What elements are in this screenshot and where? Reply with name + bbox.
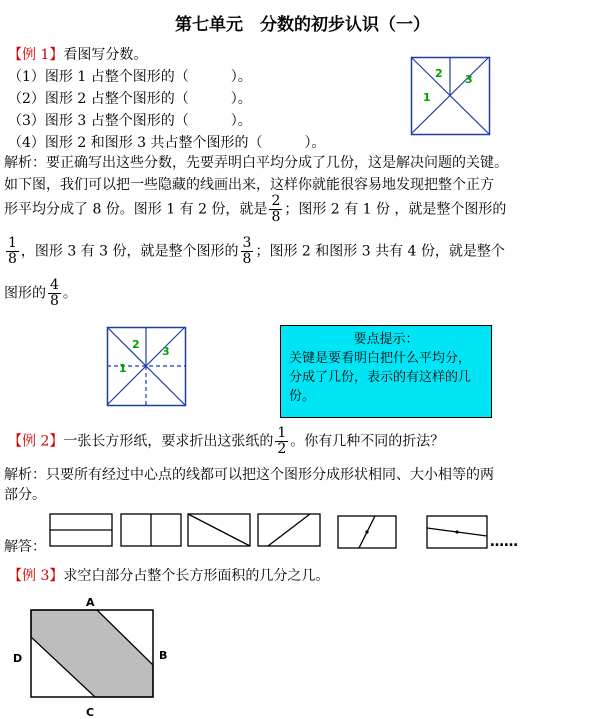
fold-option-slanted-center [338, 516, 396, 548]
fraction-numerator: 1 [8, 235, 17, 251]
fraction-1-8 [6, 236, 19, 267]
ex1-item-1: （1）图形 1 占整个图形的（ ）。 [8, 69, 252, 85]
fraction-numerator: 4 [50, 277, 59, 293]
fold-option-slight-slant [427, 516, 487, 548]
ex1-analysis-line-2: 如下图，我们可以把一些隐藏的线画出来，这样你就能很容易地发现把整个正方 [4, 177, 494, 193]
fraction-3-8 [241, 236, 254, 267]
fraction-denominator: 8 [271, 209, 281, 225]
example-2-tag: 【例 2】 [8, 433, 64, 450]
fold-option-diagonal-down [188, 514, 250, 546]
ex1-item-2: （2）图形 2 占整个图形的（ ）。 [8, 91, 252, 107]
analysis-line-4-part-b: ；图形 2 和图形 3 共有 4 份，就是整个 [255, 243, 505, 260]
figure-label-2: 2 [435, 67, 443, 80]
ex1-analysis-line-3 [4, 194, 506, 225]
tip-line-3: 份。 [289, 389, 316, 404]
example-3-question: 求空白部分占整个长方形面积的几分之几。 [63, 568, 330, 584]
figure-label-3: 3 [162, 345, 170, 358]
ex1-divided-square-figure [107, 327, 187, 407]
tip-title: 要点提示： [353, 332, 419, 347]
fraction-4-8 [48, 278, 61, 309]
ex2-analysis-line-1: 解析：只要所有经过中心点的线都可以把这个图形分成形状相同、大小相等的两 [4, 467, 494, 483]
point-label-b: B [159, 649, 168, 662]
tip-line-1: 关键是要看明白把什么平均分， [289, 351, 472, 366]
ex1-item-3: （3）图形 3 占整个图形的（ ）。 [8, 113, 252, 129]
figure-label-2: 2 [132, 338, 140, 351]
fraction-denominator: 8 [50, 293, 59, 309]
point-label-d: D [13, 652, 23, 665]
analysis-line-3-part-a: 形平均分成了 8 份。图形 1 有 2 份，就是 [4, 201, 268, 218]
fraction-denominator: 8 [242, 251, 252, 267]
point-label-c: C [86, 706, 95, 719]
analysis-line-4-part-a: ，图形 3 有 3 份，就是整个图形的 [20, 243, 239, 260]
shaded-region [31, 610, 153, 697]
ex1-square-figure [411, 57, 491, 137]
point-label-a: A [86, 596, 95, 609]
ex1-item-4: （4）图形 2 和图形 3 共占整个图形的（ ）。 [8, 135, 326, 151]
figure-label-1: 1 [423, 91, 431, 104]
ex2-ellipsis: …… [490, 534, 518, 550]
figure-label-1: 1 [119, 362, 127, 375]
analysis-line-5-part-a: 图形的 [4, 285, 46, 302]
example-3-tag: 【例 3】 [8, 568, 64, 584]
analysis-line-5-part-b: 。 [62, 285, 77, 302]
ex1-analysis-line-5 [4, 278, 77, 309]
fold-option-diagonal-up [258, 514, 320, 546]
fold-option-vertical [121, 514, 181, 546]
example-2-heading [8, 426, 444, 457]
example-3-heading [8, 567, 329, 585]
fold-option-horizontal [50, 514, 112, 546]
fraction-numerator: 3 [242, 235, 252, 251]
ex3-rectangle-figure [0, 590, 200, 719]
ex1-analysis-line-1: 解析：要正确写出这些分数，先要弄明白平均分成了几份，这是解决问题的关键。 [4, 155, 508, 171]
example-1-question: 看图写分数。 [63, 47, 148, 63]
page-title: 第七单元 分数的初步认识（一） [175, 15, 430, 35]
example-1-tag: 【例 1】 [8, 47, 64, 63]
example-1-heading [8, 46, 147, 64]
example-2-question-part-b: 。你有几种不同的折法？ [290, 433, 445, 450]
fraction-numerator: 2 [271, 193, 281, 209]
figure-label-3: 3 [465, 73, 473, 86]
fraction-denominator: 2 [277, 441, 287, 457]
ex2-analysis-line-2: 部分。 [4, 487, 46, 503]
fraction-2-8 [269, 194, 282, 225]
fraction-numerator: 1 [277, 425, 287, 441]
example-2-question-part-a: 一张长方形纸，要求折出这张纸的 [63, 433, 274, 450]
analysis-line-3-part-b: ；图形 2 有 1 份 ，就是整个图形的 [284, 201, 507, 218]
fraction-denominator: 8 [8, 251, 17, 267]
ex1-analysis-line-4 [4, 236, 505, 267]
tip-line-2: 分成了几份，表示的有这样的几 [289, 370, 472, 385]
ex2-answer-label: 解答： [4, 539, 46, 555]
key-points-tip-box [280, 325, 492, 418]
fraction-1-2 [275, 426, 288, 457]
